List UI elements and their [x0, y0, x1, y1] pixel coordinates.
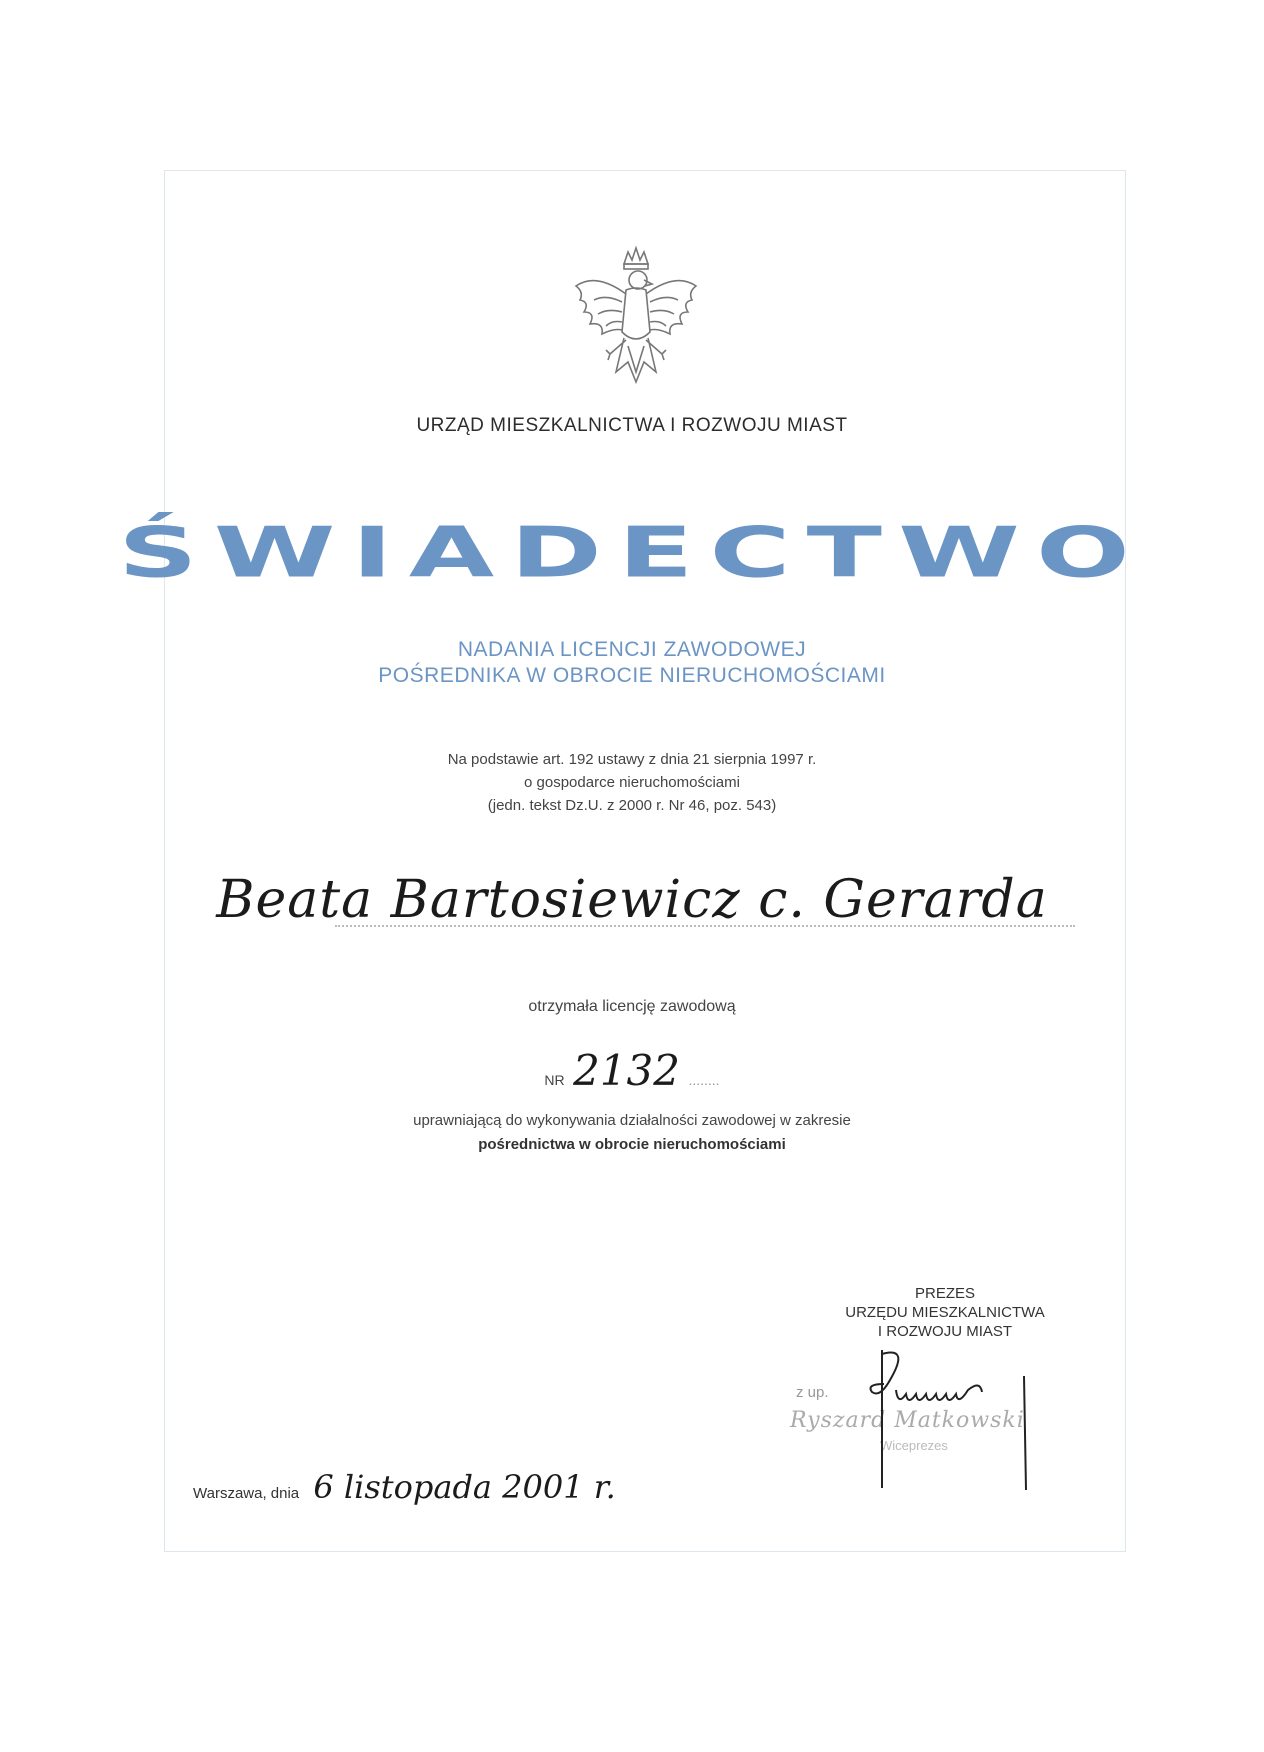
stamp-role: Wiceprezes [880, 1438, 948, 1453]
signatory-title-3: I ROZWOJU MIAST [877, 1323, 1013, 1340]
certificate-title: ŚWIADECTWO [118, 512, 1146, 593]
signatory-title-2: URZĘDU MIESZKALNICTWA [845, 1304, 1045, 1321]
received-license-text: otrzymała licencję zawodową [528, 998, 736, 1015]
on-behalf-label: z up. [796, 1384, 829, 1401]
license-number-label: NR [544, 1072, 565, 1088]
signatory-block [800, 1284, 1090, 1341]
legal-basis-line-1: Na podstawie art. 192 ustawy z dnia 21 sierpnia 1997 r. [447, 751, 817, 768]
subtitle-line-2: POŚREDNIKA W OBROCIE NIERUCHOMOŚCIAMI [378, 664, 886, 687]
legal-basis-line-3: (jedn. tekst Dz.U. z 2000 r. Nr 46, poz. 543) [487, 797, 777, 814]
holder-name: Beata Bartosiewicz c. Gerarda [216, 870, 1048, 930]
subtitle-line-1: NADANIA LICENCJI ZAWODOWEJ [457, 638, 807, 661]
license-number-line [0, 1046, 1264, 1096]
license-number-value: 2132 [573, 1046, 680, 1095]
license-number-dots: ........ [688, 1072, 720, 1088]
stamp-name: Ryszard Matkowski [790, 1408, 1025, 1433]
place-and-date [193, 1468, 616, 1506]
authorization-line-1: uprawniającą do wykonywania działalności zawodowej w zakresie [413, 1112, 851, 1129]
office-name: URZĄD MIESZKALNICTWA I ROZWOJU MIAST [416, 415, 848, 436]
holder-name-line [0, 870, 1264, 940]
authorization-line-2: pośrednictwa w obrocie nieruchomościami [478, 1136, 786, 1153]
legal-basis-line-2: o gospodarce nieruchomościami [524, 774, 740, 791]
place-label: Warszawa, dnia [193, 1485, 300, 1502]
handwritten-signature [860, 1340, 1060, 1490]
signatory-title-1: PREZES [914, 1285, 975, 1302]
issue-date: 6 listopada 2001 r. [313, 1468, 616, 1506]
polish-eagle-emblem-icon [566, 242, 706, 402]
